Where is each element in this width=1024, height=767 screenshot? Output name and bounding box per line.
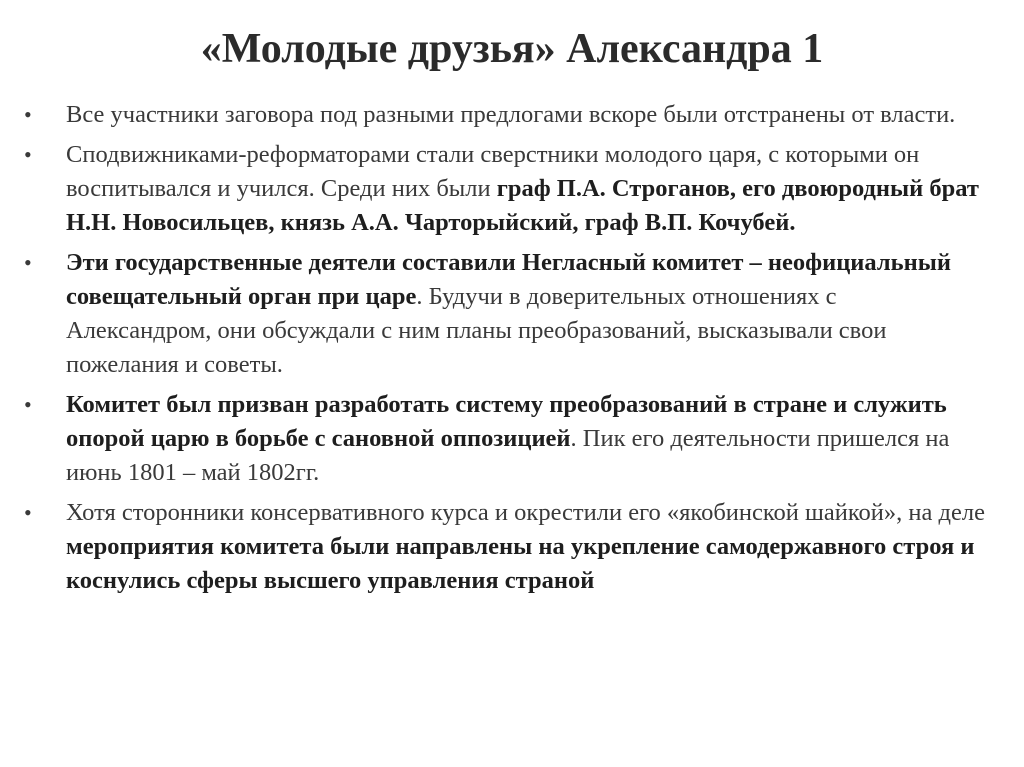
bullet-dot-icon: • bbox=[24, 500, 32, 525]
bullet-text: Все участники заговора под разными предлогами вскоре были отстранены от власти. bbox=[66, 101, 956, 128]
bullet-text-bold: граф П.А. Строганов, его двоюродный брат Н.Н. Новосильцев, князь А.А. Чарторыйский, граф В.П. Кочубей. bbox=[66, 175, 979, 236]
bullet-text: Сподвижниками-реформаторами стали сверстники молодого царя, с которыми он воспитывался и учился. Среди них были bbox=[66, 141, 920, 202]
bullet-dot-icon: • bbox=[24, 102, 32, 127]
bullet-text: Хотя сторонники консервативного курса и окрестили его «якобинской шайкой», на деле bbox=[66, 499, 985, 526]
bullet-item bbox=[24, 138, 986, 240]
bullet-text-bold: Эти государственные деятели составили Негласный комитет – неофициальный совещательный орган при царе bbox=[66, 249, 951, 310]
bullet-list bbox=[24, 98, 986, 604]
bullet-text-bold: мероприятия комитета были направлены на укрепление самодержавного строя и коснулись сферы высшего управления страной bbox=[66, 533, 975, 594]
bullet-item bbox=[24, 388, 986, 490]
bullet-text: . Пик его деятельности пришелся на июнь 1801 – май 1802гг. bbox=[66, 425, 950, 486]
bullet-dot-icon: • bbox=[24, 392, 32, 417]
bullet-dot-icon: • bbox=[24, 142, 32, 167]
bullet-text-bold: Комитет был призван разработать систему преобразований в стране и служить опорой царю в борьбе с сановной оппозицией bbox=[66, 391, 947, 452]
bullet-item bbox=[24, 246, 986, 382]
bullet-dot-icon: • bbox=[24, 250, 32, 275]
bullet-item bbox=[24, 98, 986, 132]
bullet-item bbox=[24, 496, 986, 598]
bullet-text: . Будучи в доверительных отношениях с Александром, они обсуждали с ним планы преобразований, высказывали свои пожелания и советы. bbox=[66, 283, 887, 378]
slide-title: «Молодые друзья» Александра 1 bbox=[200, 26, 824, 72]
